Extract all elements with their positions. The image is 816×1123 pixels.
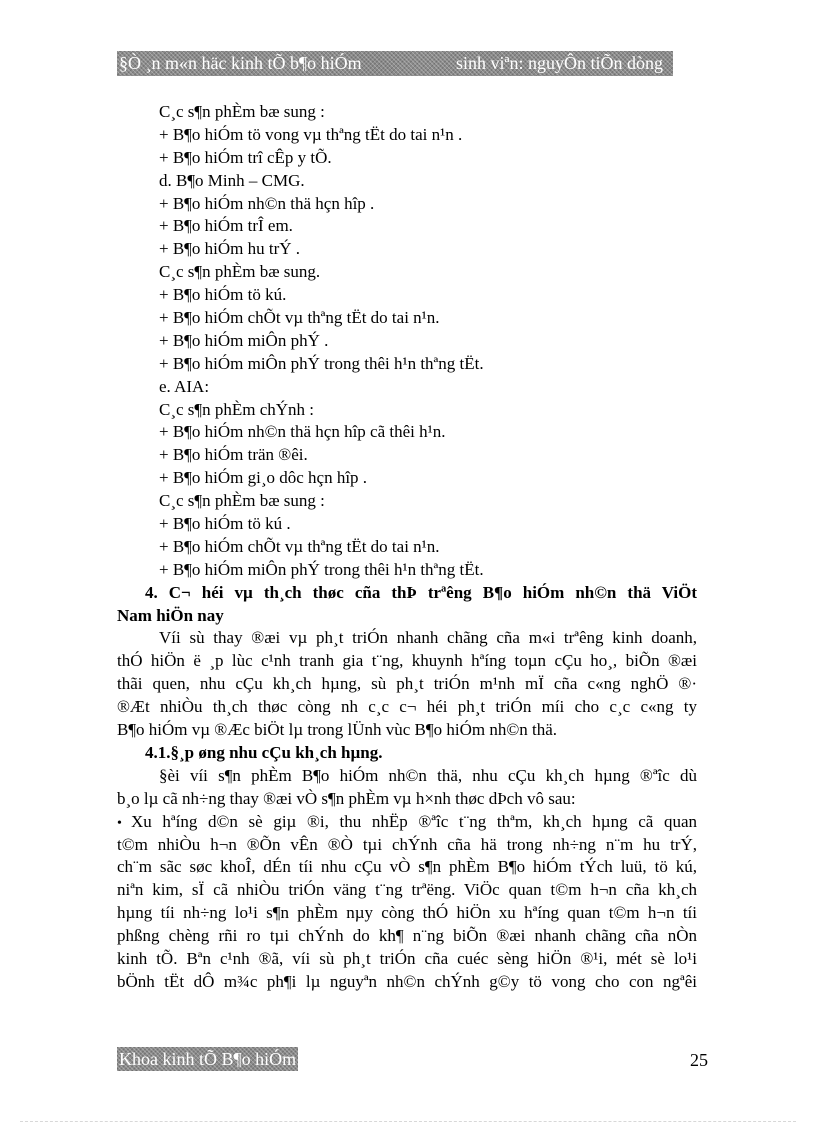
text-line: C¸c s¶n phÈm chÝnh : [159, 399, 315, 419]
paragraph-line: §èi víi s¶n phÈm B¶o hiÓm nh©n thä, nhu cÇu kh¸ch hµng ®ªîc dù [159, 765, 697, 785]
bullet-line: hµng tíi nh÷ng lo¹i s¶n phÈm nµy còng thÓ hiÖn xu hªíng quan t©m h¬n tíi [117, 903, 697, 923]
bullet-line: kinh tÕ. Bªn c¹nh ®ã, víi sù ph¸t triÓn cña cuéc sèng hiÖn ®¹i, mét sè lo¹i [117, 948, 697, 968]
bullet-line: bÖnh tËt dÔ m¾c ph¶i lµ nguyªn nh©n chÝnh g©y tö vong cho con ngªêi [117, 971, 697, 991]
header-student-name: sinh viªn: nguyÔn tiÕn dòng [456, 53, 663, 73]
text-line: + B¶o hiÓm chÕt vµ thªng tËt do tai n¹n. [159, 536, 440, 556]
footer-department: Khoa kinh tÕ B¶o hiÓm [119, 1049, 297, 1069]
text-line: + B¶o hiÓm tö kú. [159, 285, 287, 305]
bullet-icon: • [117, 815, 122, 831]
text-line: + B¶o hiÓm trÎ em. [159, 216, 293, 236]
bullet-line: phßng chèng rñi ro tµi chÝnh do kh¶ n¨ng biÕn ®æi nhanh chãng cña nÒn [117, 926, 697, 946]
text-line: C¸c s¶n phÈm bæ sung. [159, 262, 321, 282]
text-line: e. AIA: [159, 376, 210, 396]
bullet-line: ch¨m sãc søc khoÎ, dÉn tíi nhu cÇu vÒ s¶n phÈm B¶o hiÓm tÝch luü, tö kú, [117, 857, 697, 877]
text-line: + B¶o hiÓm tö kú . [159, 514, 291, 534]
page-bottom-divider [20, 1121, 796, 1122]
paragraph-line: thãi quen, nhu cÇu kh¸ch hµng, sù ph¸t triÓn m¹nh mÏ cña c«ng nghÖ ®· [117, 674, 697, 694]
header-course-title: §Ò ¸n m«n häc kinh tÕ b¶o hiÓm [119, 53, 362, 73]
paragraph-line: B¶o hiÓm vµ ®Æc biÖt lµ trong lÜnh vùc B¶o hiÓm nh©n thä. [117, 720, 558, 740]
bullet-line: t©m nhiÒu h¬n ®Õn vÊn ®Ò tµi chÝnh cña hä trong nh÷ng n¨m hu trÝ, [117, 834, 697, 854]
paragraph-line: ®Æt nhiÒu th¸ch thøc còng nh c¸c c¬ héi ph¸t triÓn míi cho c¸c c«ng ty [117, 697, 697, 717]
section-heading-4: 4. C¬ héi vµ th¸ch thøc cña thÞ trªêng B¶o hiÓm nh©n thä ViÖt [145, 582, 697, 602]
text-line: C¸c s¶n phÈm bæ sung : [159, 491, 325, 511]
paragraph-line: Víi sù thay ®æi vµ ph¸t triÓn nhanh chãng cña m«i trªêng kinh doanh, [159, 628, 697, 648]
bullet-text: Xu hªíng d©n sè giµ ®i, thu nhËp ®ªîc t¨ng thªm, kh¸ch hµng cã quan [131, 811, 697, 831]
text-line: d. B¶o Minh – CMG. [159, 170, 305, 190]
text-line: + B¶o hiÓm trî cÊp y tÕ. [159, 147, 332, 167]
text-line: + B¶o hiÓm hu trÝ . [159, 239, 301, 259]
paragraph-line: b¸o lµ cã nh÷ng thay ®æi vÒ s¶n phÈm vµ h×nh thøc dÞch vô sau: [117, 788, 576, 808]
text-line: + B¶o hiÓm nh©n thä hçn hîp cã thêi h¹n. [159, 422, 446, 442]
text-line: C¸c s¶n phÈm bæ sung : [159, 102, 325, 121]
text-line: + B¶o hiÓm miÔn phÝ trong thêi h¹n thªng tËt. [159, 353, 484, 373]
text-line: + B¶o hiÓm miÔn phÝ . [159, 330, 329, 350]
section-heading-4-1: 4.1.§¸p øng nhu cÇu kh¸ch hµng. [145, 742, 383, 762]
text-line: + B¶o hiÓm gi¸o dôc hçn hîp . [159, 468, 368, 488]
page-number: 25 [690, 1050, 708, 1070]
page-header [117, 51, 673, 76]
bullet-line: niªn kim, sÏ cã nhiÒu triÓn väng t¨ng trªëng. ViÖc quan t©m h¬n cña kh¸ch [117, 880, 697, 900]
text-line: + B¶o hiÓm nh©n thä hçn hîp . [159, 193, 375, 213]
paragraph-line: thÓ hiÖn ë ¸p lùc c¹nh tranh gia t¨ng, khuynh hªíng toµn cÇu ho¸, biÕn ®æi [117, 651, 697, 671]
section-heading-4-cont: Nam hiÖn nay [117, 605, 224, 625]
text-line: + B¶o hiÓm trän ®êi. [159, 445, 308, 465]
text-line: + B¶o hiÓm chÕt vµ thªng tËt do tai n¹n. [159, 308, 440, 328]
text-line: + B¶o hiÓm tö vong vµ thªng tËt do tai n¹n . [159, 124, 463, 144]
text-line: + B¶o hiÓm miÔn phÝ trong thêi h¹n thªng tËt. [159, 559, 484, 579]
bullet-line [117, 811, 697, 834]
page-body [117, 101, 697, 994]
